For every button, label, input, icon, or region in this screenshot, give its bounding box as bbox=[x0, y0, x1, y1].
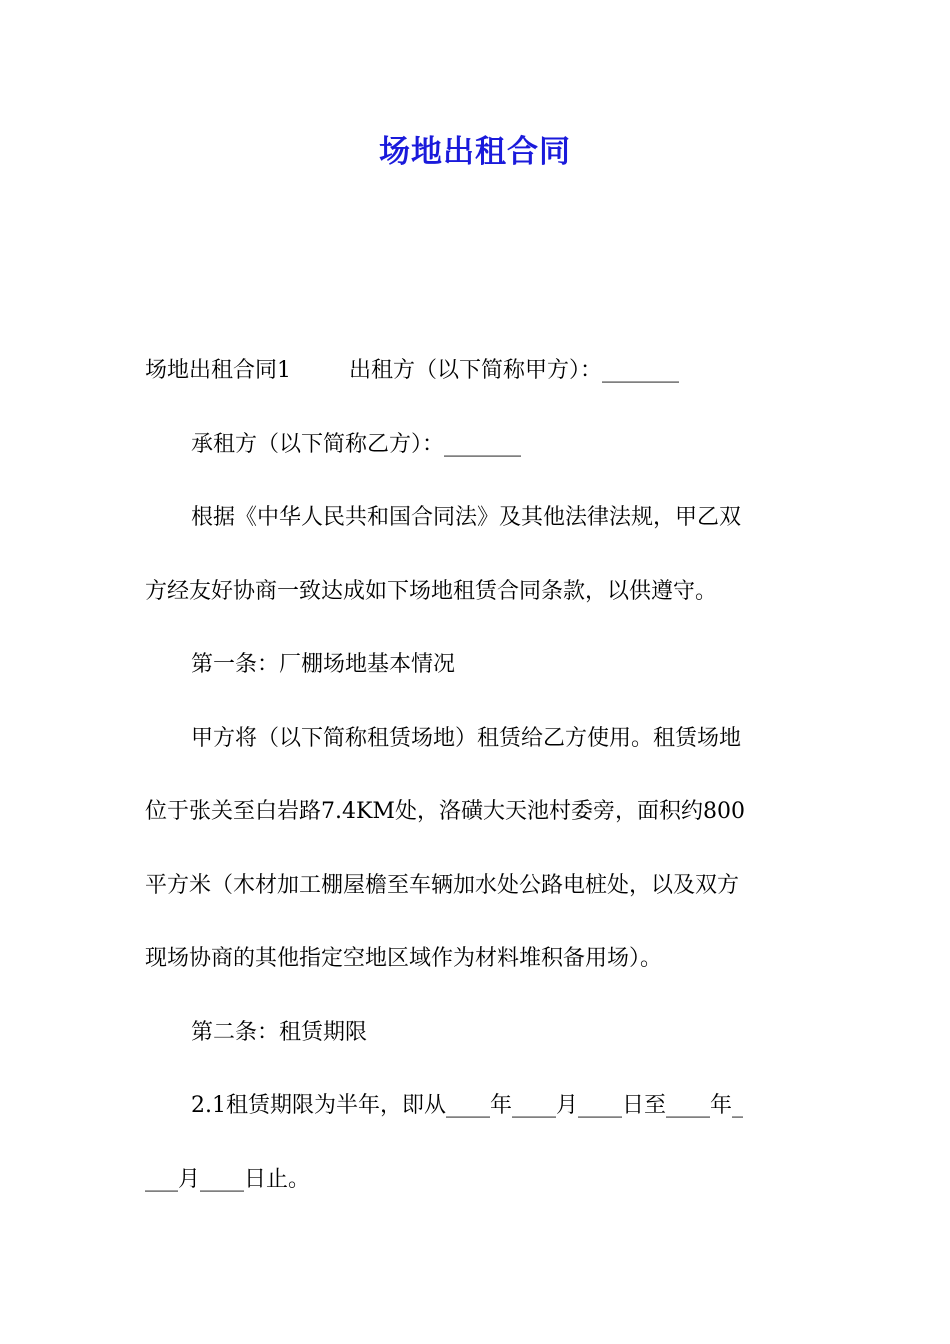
paragraph-lessor bbox=[145, 334, 807, 408]
article-1-line-4: 现场协商的其他指定空地区域作为材料堆积备用场）。 bbox=[145, 946, 663, 971]
article-1-heading: 第一条：厂棚场地基本情况 bbox=[191, 652, 456, 677]
article-1-line-3: 平方米（木材加工棚屋檐至车辆加水处公路电桩处，以及双方 bbox=[145, 872, 740, 898]
paragraph-lessee: 承租方（以下简称乙方）：_______ bbox=[191, 431, 522, 457]
document-body bbox=[145, 334, 807, 1216]
contract-heading-inline: 场地出租合同1 bbox=[145, 358, 291, 383]
article-1-line-2: 位于张关至白岩路7.4KM处，洛磺大天池村委旁，面积约800 bbox=[145, 799, 745, 824]
article-2-1-line-1: 2.1租赁期限为半年，即从____年____月____日至____年_ bbox=[191, 1093, 743, 1118]
lessor-line: 出租方（以下简称甲方）：_______ bbox=[349, 358, 680, 383]
article-2-heading: 第二条：租赁期限 bbox=[191, 1019, 368, 1045]
document-title: 场地出租合同 bbox=[379, 134, 571, 170]
article-2-1-line-2: ___月____日止。 bbox=[145, 1166, 311, 1192]
paragraph-basis-line-2: 方经友好协商一致达成如下场地租赁合同条款，以供遵守。 bbox=[145, 578, 718, 604]
article-1-line-1: 甲方将（以下简称租赁场地）租赁给乙方使用。租赁场地 bbox=[191, 725, 742, 751]
paragraph-basis-line-1: 根据《中华人民共和国合同法》及其他法律法规，甲乙双 bbox=[191, 505, 742, 530]
